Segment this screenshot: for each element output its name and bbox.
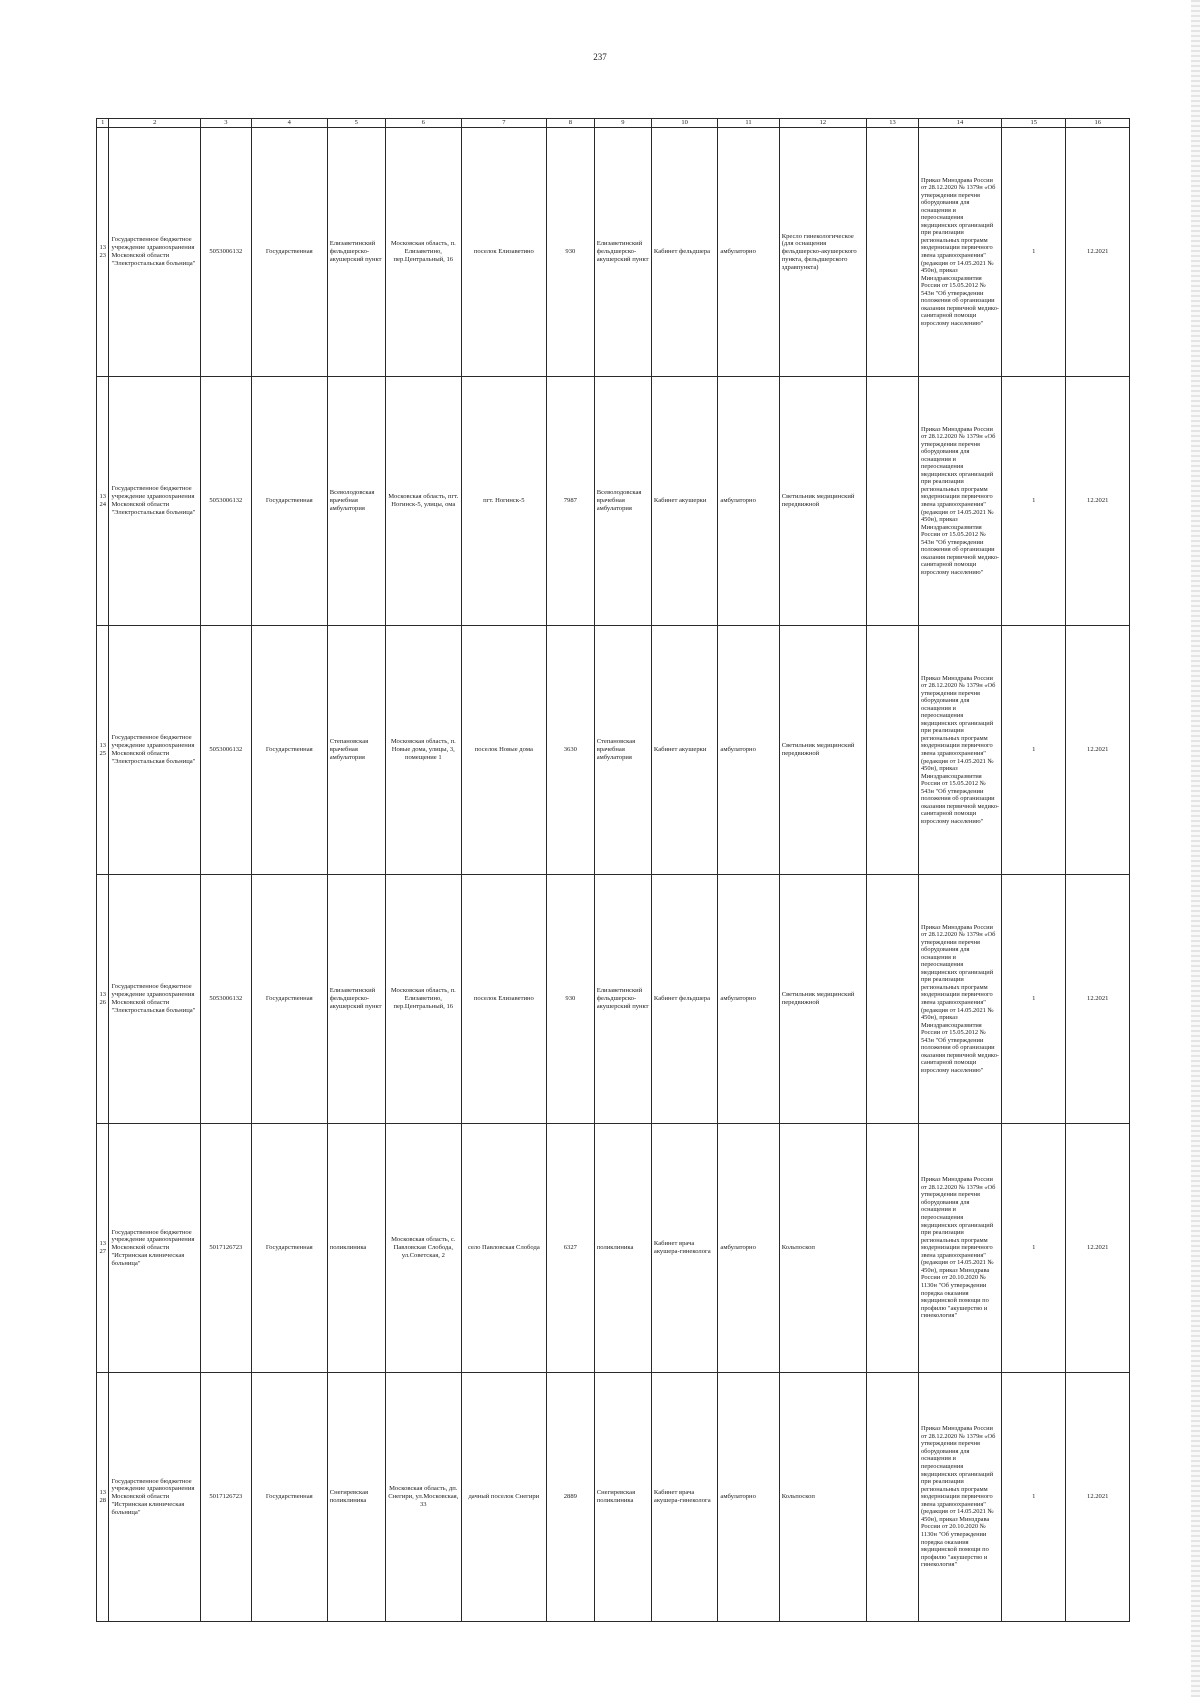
settlement: село Павловская Слобода — [461, 1124, 546, 1373]
organization-name: Государственное бюджетное учреждение здравоохранения Московской области "Электростальская больница" — [109, 875, 200, 1124]
population: 3630 — [546, 626, 594, 875]
col-header: 7 — [461, 119, 546, 128]
organization-name: Государственное бюджетное учреждение здравоохранения Московской области "Истринская клиническая больница" — [109, 1373, 200, 1622]
structural-unit: Степановская врачебная амбулатория — [327, 626, 385, 875]
equipment-name: Кольпоскоп — [779, 1373, 866, 1622]
legal-basis: Приказ Минздрава России от 28.12.2020 № 1379н «Об утверждении перечня оборудования для оснащения и переоснащения медицинских организаций при реализации региональных программ модернизации первичного звена здравоохранения"(редакция от 14.05.2021 № 450н), приказ Минздрава России от 20.10.2020 № 1130н "Об утверждении порядка оказания медицинской помощи по профилю "акушерство и гинекология" — [918, 1124, 1001, 1373]
row-number: 1327 — [97, 1124, 109, 1373]
population: 930 — [546, 128, 594, 377]
organization-name: Государственное бюджетное учреждение здравоохранения Московской области "Электростальская больница" — [109, 128, 200, 377]
col-13-cell — [866, 626, 918, 875]
ownership-form: Государственная — [251, 128, 327, 377]
care-conditions: амбулаторно — [718, 128, 779, 377]
legal-basis: Приказ Минздрава России от 28.12.2020 № 1379н «Об утверждении перечня оборудования для оснащения и переоснащения медицинских организаций при реализации региональных программ модернизации первичного звена здравоохранения"(редакция от 14.05.2021 № 450н), приказ Минздравсоцразвития России от 15.05.2012 № 543н "Об утверждении положения об организации оказания первичной медико-санитарной помощи взрослому населению" — [918, 377, 1001, 626]
col-13-cell — [866, 1124, 918, 1373]
col-header: 16 — [1066, 119, 1130, 128]
care-conditions: амбулаторно — [718, 1373, 779, 1622]
col-13-cell — [866, 128, 918, 377]
quantity: 1 — [1002, 1373, 1066, 1622]
delivery-date: 12.2021 — [1066, 377, 1130, 626]
structural-unit: Всеволодовская врачебная амбулатория — [327, 377, 385, 626]
table-row — [97, 875, 1130, 1124]
inn: 5053006132 — [200, 377, 251, 626]
col-header: 1 — [97, 119, 109, 128]
settlement: поселок Новые дома — [461, 626, 546, 875]
col-13-cell — [866, 377, 918, 626]
cabinet: Кабинет фельдшера — [651, 128, 718, 377]
equipment-name: Светильник медицинский передвижной — [779, 377, 866, 626]
address: Московская область, с. Павловская Слобода, ул.Советская, 2 — [385, 1124, 461, 1373]
inn: 5053006132 — [200, 626, 251, 875]
col-13-cell — [866, 875, 918, 1124]
legal-basis: Приказ Минздрава России от 28.12.2020 № 1379н «Об утверждении перечня оборудования для оснащения и переоснащения медицинских организаций при реализации региональных программ модернизации первичного звена здравоохранения"(редакция от 14.05.2021 № 450н), приказ Минздравсоцразвития России от 15.05.2012 № 543н "Об утверждении положения об организации оказания первичной медико-санитарной помощи взрослому населению" — [918, 128, 1001, 377]
col-header: 3 — [200, 119, 251, 128]
col-header: 15 — [1002, 119, 1066, 128]
col-13-cell — [866, 1373, 918, 1622]
population: 7987 — [546, 377, 594, 626]
col-header: 2 — [109, 119, 200, 128]
table-row — [97, 1124, 1130, 1373]
cabinet: Кабинет фельдшера — [651, 875, 718, 1124]
ownership-form: Государственная — [251, 377, 327, 626]
cabinet: Кабинет врача акушера-гинеколога — [651, 1124, 718, 1373]
header-row — [97, 119, 1130, 128]
quantity: 1 — [1002, 128, 1066, 377]
quantity: 1 — [1002, 626, 1066, 875]
settlement: дачный поселок Снегири — [461, 1373, 546, 1622]
structural-unit: Елизаветинский фельдшерско-акушерский пункт — [327, 128, 385, 377]
population: 6327 — [546, 1124, 594, 1373]
facility: Всеволодовская врачебная амбулатория — [594, 377, 651, 626]
care-conditions: амбулаторно — [718, 1124, 779, 1373]
row-number: 1324 — [97, 377, 109, 626]
settlement: поселок Елизаветино — [461, 875, 546, 1124]
equipment-name: Светильник медицинский передвижной — [779, 626, 866, 875]
delivery-date: 12.2021 — [1066, 128, 1130, 377]
ownership-form: Государственная — [251, 626, 327, 875]
inn: 5053006132 — [200, 875, 251, 1124]
equipment-register-table — [96, 118, 1130, 1622]
row-number: 1323 — [97, 128, 109, 377]
address: Московская область, дп. Снегири, ул.Московская, 33 — [385, 1373, 461, 1622]
population: 2889 — [546, 1373, 594, 1622]
address: Московская область, пгт. Ногинск-5, улицы, ома — [385, 377, 461, 626]
legal-basis: Приказ Минздрава России от 28.12.2020 № 1379н «Об утверждении перечня оборудования для оснащения и переоснащения медицинских организаций при реализации региональных программ модернизации первичного звена здравоохранения"(редакция от 14.05.2021 № 450н), приказ Минздравсоцразвития России от 15.05.2012 № 543н "Об утверждении положения об организации оказания первичной медико-санитарной помощи взрослому населению" — [918, 875, 1001, 1124]
inn: 5017126723 — [200, 1124, 251, 1373]
table-row — [97, 626, 1130, 875]
care-conditions: амбулаторно — [718, 377, 779, 626]
page-number: 237 — [593, 52, 607, 62]
row-number: 1328 — [97, 1373, 109, 1622]
col-header: 14 — [918, 119, 1001, 128]
table-row — [97, 128, 1130, 377]
row-number: 1325 — [97, 626, 109, 875]
settlement: пгт. Ногинск-5 — [461, 377, 546, 626]
col-header: 4 — [251, 119, 327, 128]
ownership-form: Государственная — [251, 875, 327, 1124]
col-header: 12 — [779, 119, 866, 128]
quantity: 1 — [1002, 1124, 1066, 1373]
delivery-date: 12.2021 — [1066, 875, 1130, 1124]
col-header: 11 — [718, 119, 779, 128]
organization-name: Государственное бюджетное учреждение здравоохранения Московской области "Электростальская больница" — [109, 377, 200, 626]
col-header: 10 — [651, 119, 718, 128]
population: 930 — [546, 875, 594, 1124]
inn: 5017126723 — [200, 1373, 251, 1622]
settlement: поселок Елизаветино — [461, 128, 546, 377]
inn: 5053006132 — [200, 128, 251, 377]
col-header: 6 — [385, 119, 461, 128]
delivery-date: 12.2021 — [1066, 1124, 1130, 1373]
table-row — [97, 1373, 1130, 1622]
legal-basis: Приказ Минздрава России от 28.12.2020 № 1379н «Об утверждении перечня оборудования для оснащения и переоснащения медицинских организаций при реализации региональных программ модернизации первичного звена здравоохранения"(редакция от 14.05.2021 № 450н), приказ Минздрава России от 20.10.2020 № 1130н "Об утверждении порядка оказания медицинской помощи по профилю "акушерство и гинекология" — [918, 1373, 1001, 1622]
care-conditions: амбулаторно — [718, 875, 779, 1124]
col-header: 8 — [546, 119, 594, 128]
cabinet: Кабинет акушерки — [651, 626, 718, 875]
facility: поликлиника — [594, 1124, 651, 1373]
structural-unit: Снегиревская поликлиника — [327, 1373, 385, 1622]
structural-unit: поликлиника — [327, 1124, 385, 1373]
col-header: 5 — [327, 119, 385, 128]
quantity: 1 — [1002, 377, 1066, 626]
ownership-form: Государственная — [251, 1124, 327, 1373]
legal-basis: Приказ Минздрава России от 28.12.2020 № 1379н «Об утверждении перечня оборудования для оснащения и переоснащения медицинских организаций при реализации региональных программ модернизации первичного звена здравоохранения"(редакция от 14.05.2021 № 450н), приказ Минздравсоцразвития России от 15.05.2012 № 543н "Об утверждении положения об организации оказания первичной медико-санитарной помощи взрослому населению" — [918, 626, 1001, 875]
quantity: 1 — [1002, 875, 1066, 1124]
equipment-name: Светильник медицинский передвижной — [779, 875, 866, 1124]
organization-name: Государственное бюджетное учреждение здравоохранения Московской области "Электростальская больница" — [109, 626, 200, 875]
address: Московская область, п. Елизаветино, пер.Центральный, 16 — [385, 875, 461, 1124]
facility: Снегиревская поликлиника — [594, 1373, 651, 1622]
row-number: 1326 — [97, 875, 109, 1124]
equipment-name: Кольпоскоп — [779, 1124, 866, 1373]
equipment-name: Кресло гинекологическое (для оснащения фельдшерско-акушерского пункта, фельдшерского здравпункта) — [779, 128, 866, 377]
structural-unit: Елизаветинский фельдшерско-акушерский пункт — [327, 875, 385, 1124]
delivery-date: 12.2021 — [1066, 626, 1130, 875]
organization-name: Государственное бюджетное учреждение здравоохранения Московской области "Истринская клиническая больница" — [109, 1124, 200, 1373]
col-header: 9 — [594, 119, 651, 128]
facility: Степановская врачебная амбулатория — [594, 626, 651, 875]
cabinet: Кабинет врача акушера-гинеколога — [651, 1373, 718, 1622]
scan-edge-noise — [1191, 0, 1200, 1697]
facility: Елизаветинский фельдшерско-акушерский пункт — [594, 875, 651, 1124]
facility: Елизаветинский фельдшерско-акушерский пункт — [594, 128, 651, 377]
delivery-date: 12.2021 — [1066, 1373, 1130, 1622]
address: Московская область, п. Елизаветино, пер.Центральный, 16 — [385, 128, 461, 377]
table-row — [97, 377, 1130, 626]
address: Московская область, п. Новые дома, улицы, 3, помещение 1 — [385, 626, 461, 875]
ownership-form: Государственная — [251, 1373, 327, 1622]
cabinet: Кабинет акушерки — [651, 377, 718, 626]
care-conditions: амбулаторно — [718, 626, 779, 875]
col-header: 13 — [866, 119, 918, 128]
